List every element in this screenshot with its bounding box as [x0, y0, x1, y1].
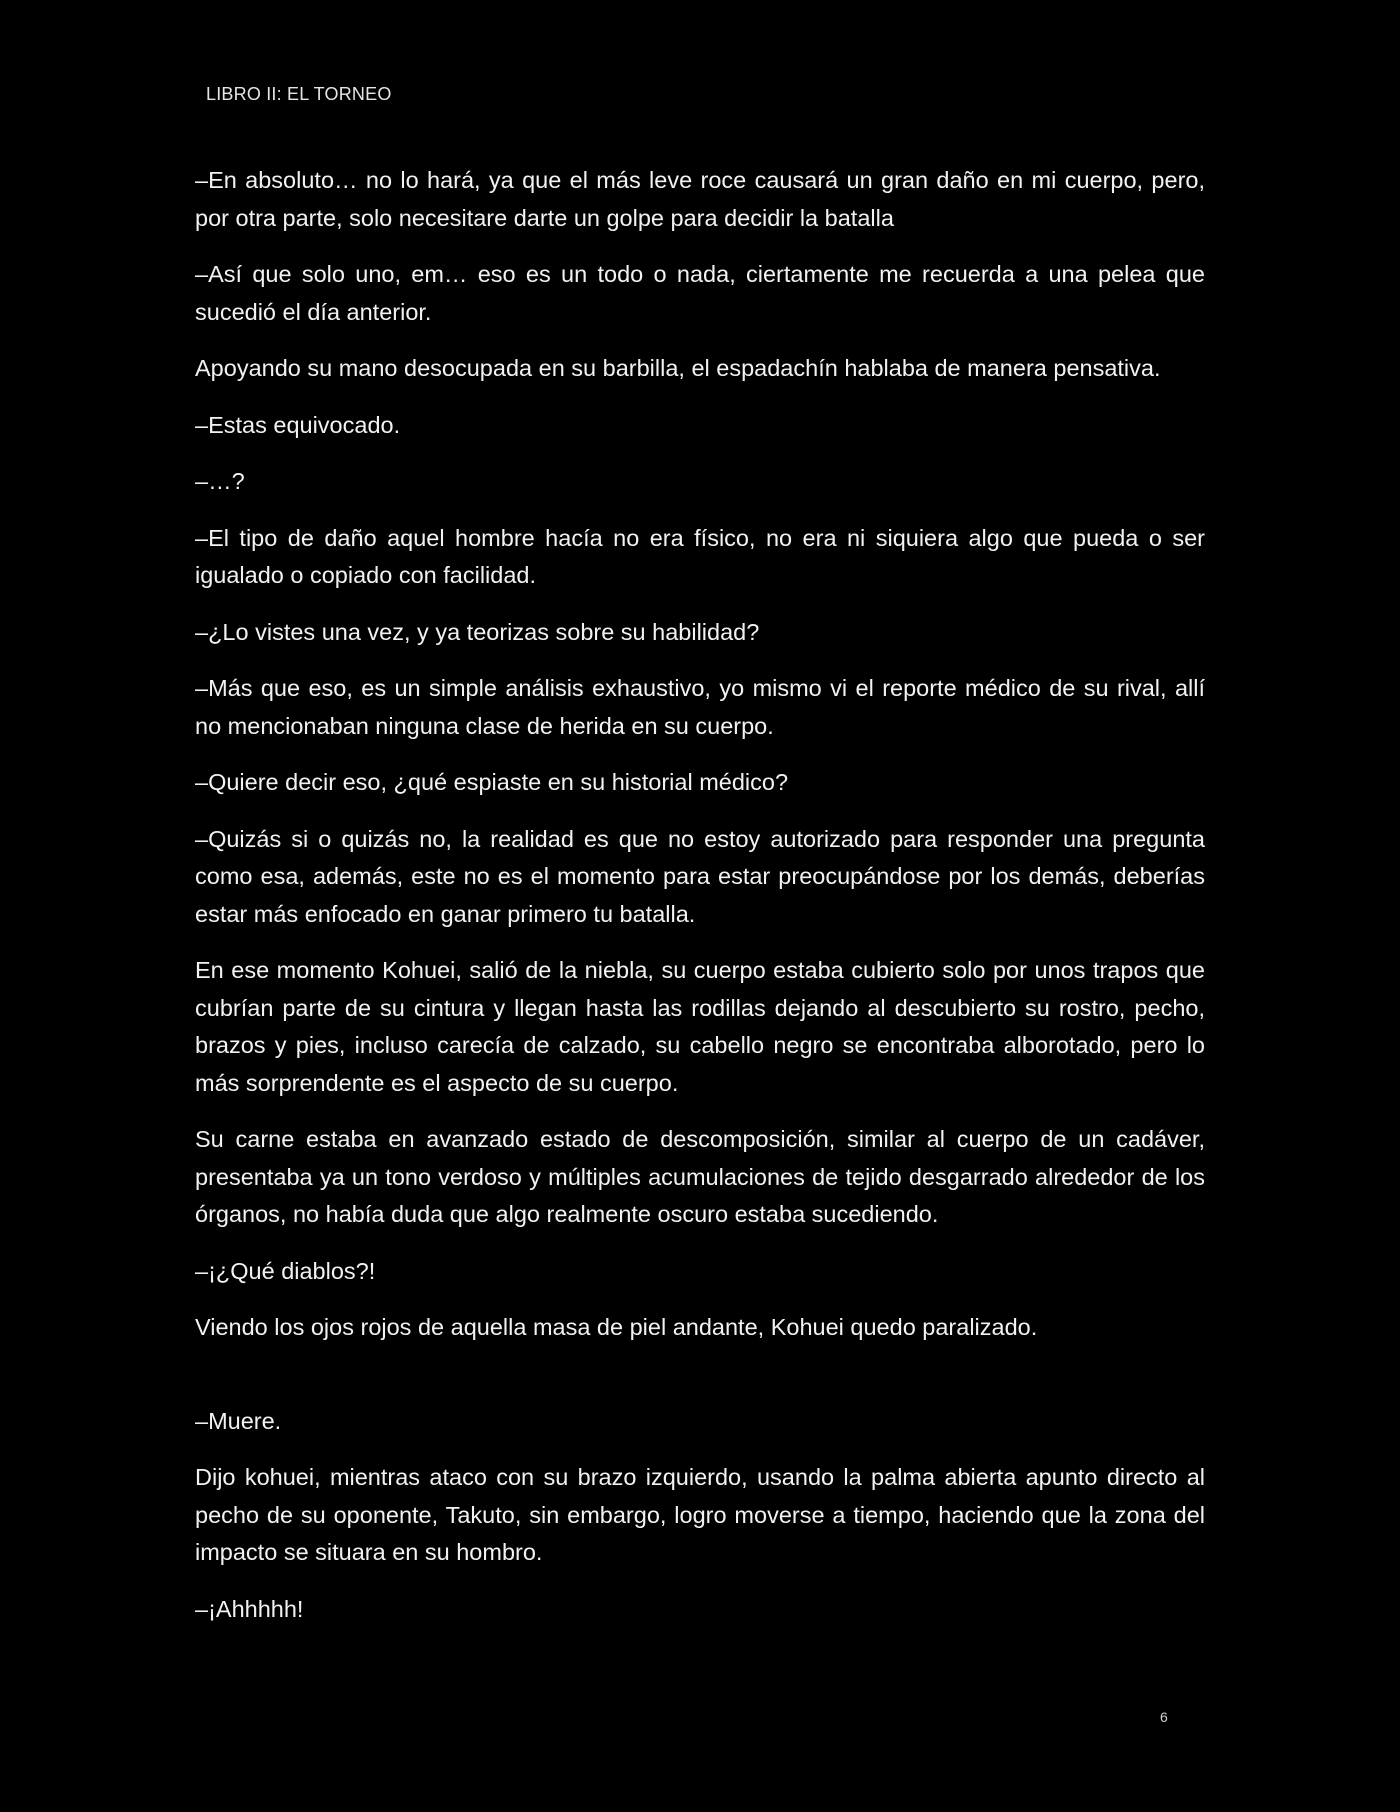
paragraph: –…? [195, 468, 245, 494]
paragraph: –Quiere decir eso, ¿qué espiaste en su historial médico? [195, 769, 789, 795]
paragraph: Dijo kohuei, mientras ataco con su brazo izquierdo, usando la palma abierta apunto directo al pecho de su oponente, Takuto, sin embargo, logro moverse a tiempo, haciendo que la zona del impacto se situara en su hombro. [195, 1464, 1205, 1565]
paragraph: –¡¿Qué diablos?! [195, 1257, 376, 1284]
paragraph: –Muere. [195, 1407, 282, 1434]
paragraph: –Estas equivocado. [195, 411, 401, 438]
paragraph: –Así que solo uno, em… eso es un todo o nada, ciertamente me recuerda a una pelea que sucedió el día anterior. [195, 261, 1205, 325]
paragraph: Viendo los ojos rojos de aquella masa de piel andante, Kohuei quedo paralizado. [195, 1314, 1038, 1340]
paragraph: –En absoluto… no lo hará, ya que el más leve roce causará un gran daño en mi cuerpo, pero, por otra parte, solo necesitare darte un golpe para decidir la batalla [195, 167, 1205, 231]
paragraph: –El tipo de daño aquel hombre hacía no era físico, no era ni siquiera algo que pueda o ser igualado o copiado con facilidad. [195, 524, 1205, 588]
page-number: 6 [1160, 1709, 1168, 1725]
paragraph: –¡Ahhhhh! [195, 1595, 304, 1622]
body-text [195, 162, 1205, 1647]
paragraph: –Más que eso, es un simple análisis exhaustivo, yo mismo vi el reporte médico de su rival, allí no mencionaban ninguna clase de herida en su cuerpo. [195, 675, 1205, 739]
paragraph: –Quizás si o quizás no, la realidad es que no estoy autorizado para responder una pregunta como esa, además, este no es el momento para estar preocupándose por los demás, deberías estar más enfocado en ganar primero tu batalla. [195, 825, 1205, 927]
paragraph: Apoyando su mano desocupada en su barbilla, el espadachín hablaba de manera pensativa. [195, 355, 1161, 381]
running-header: LIBRO II: EL TORNEO [206, 84, 392, 104]
paragraph: En ese momento Kohuei, salió de la niebla, su cuerpo estaba cubierto solo por unos trapos que cubrían parte de su cintura y llegan hasta las rodillas dejando al descubierto su rostro, pecho, brazos y pies, incluso carecía de calzado, su cabello negro se encontraba alborotado, pero lo más sorprendente es el aspecto de su cuerpo. [195, 957, 1205, 1096]
paragraph: Su carne estaba en avanzado estado de descomposición, similar al cuerpo de un cadáver, presentaba ya un tono verdoso y múltiples acumulaciones de tejido desgarrado alrededor de los órganos, no había duda que algo realmente oscuro estaba sucediendo. [195, 1126, 1205, 1227]
paragraph: –¿Lo vistes una vez, y ya teorizas sobre su habilidad? [195, 618, 760, 645]
